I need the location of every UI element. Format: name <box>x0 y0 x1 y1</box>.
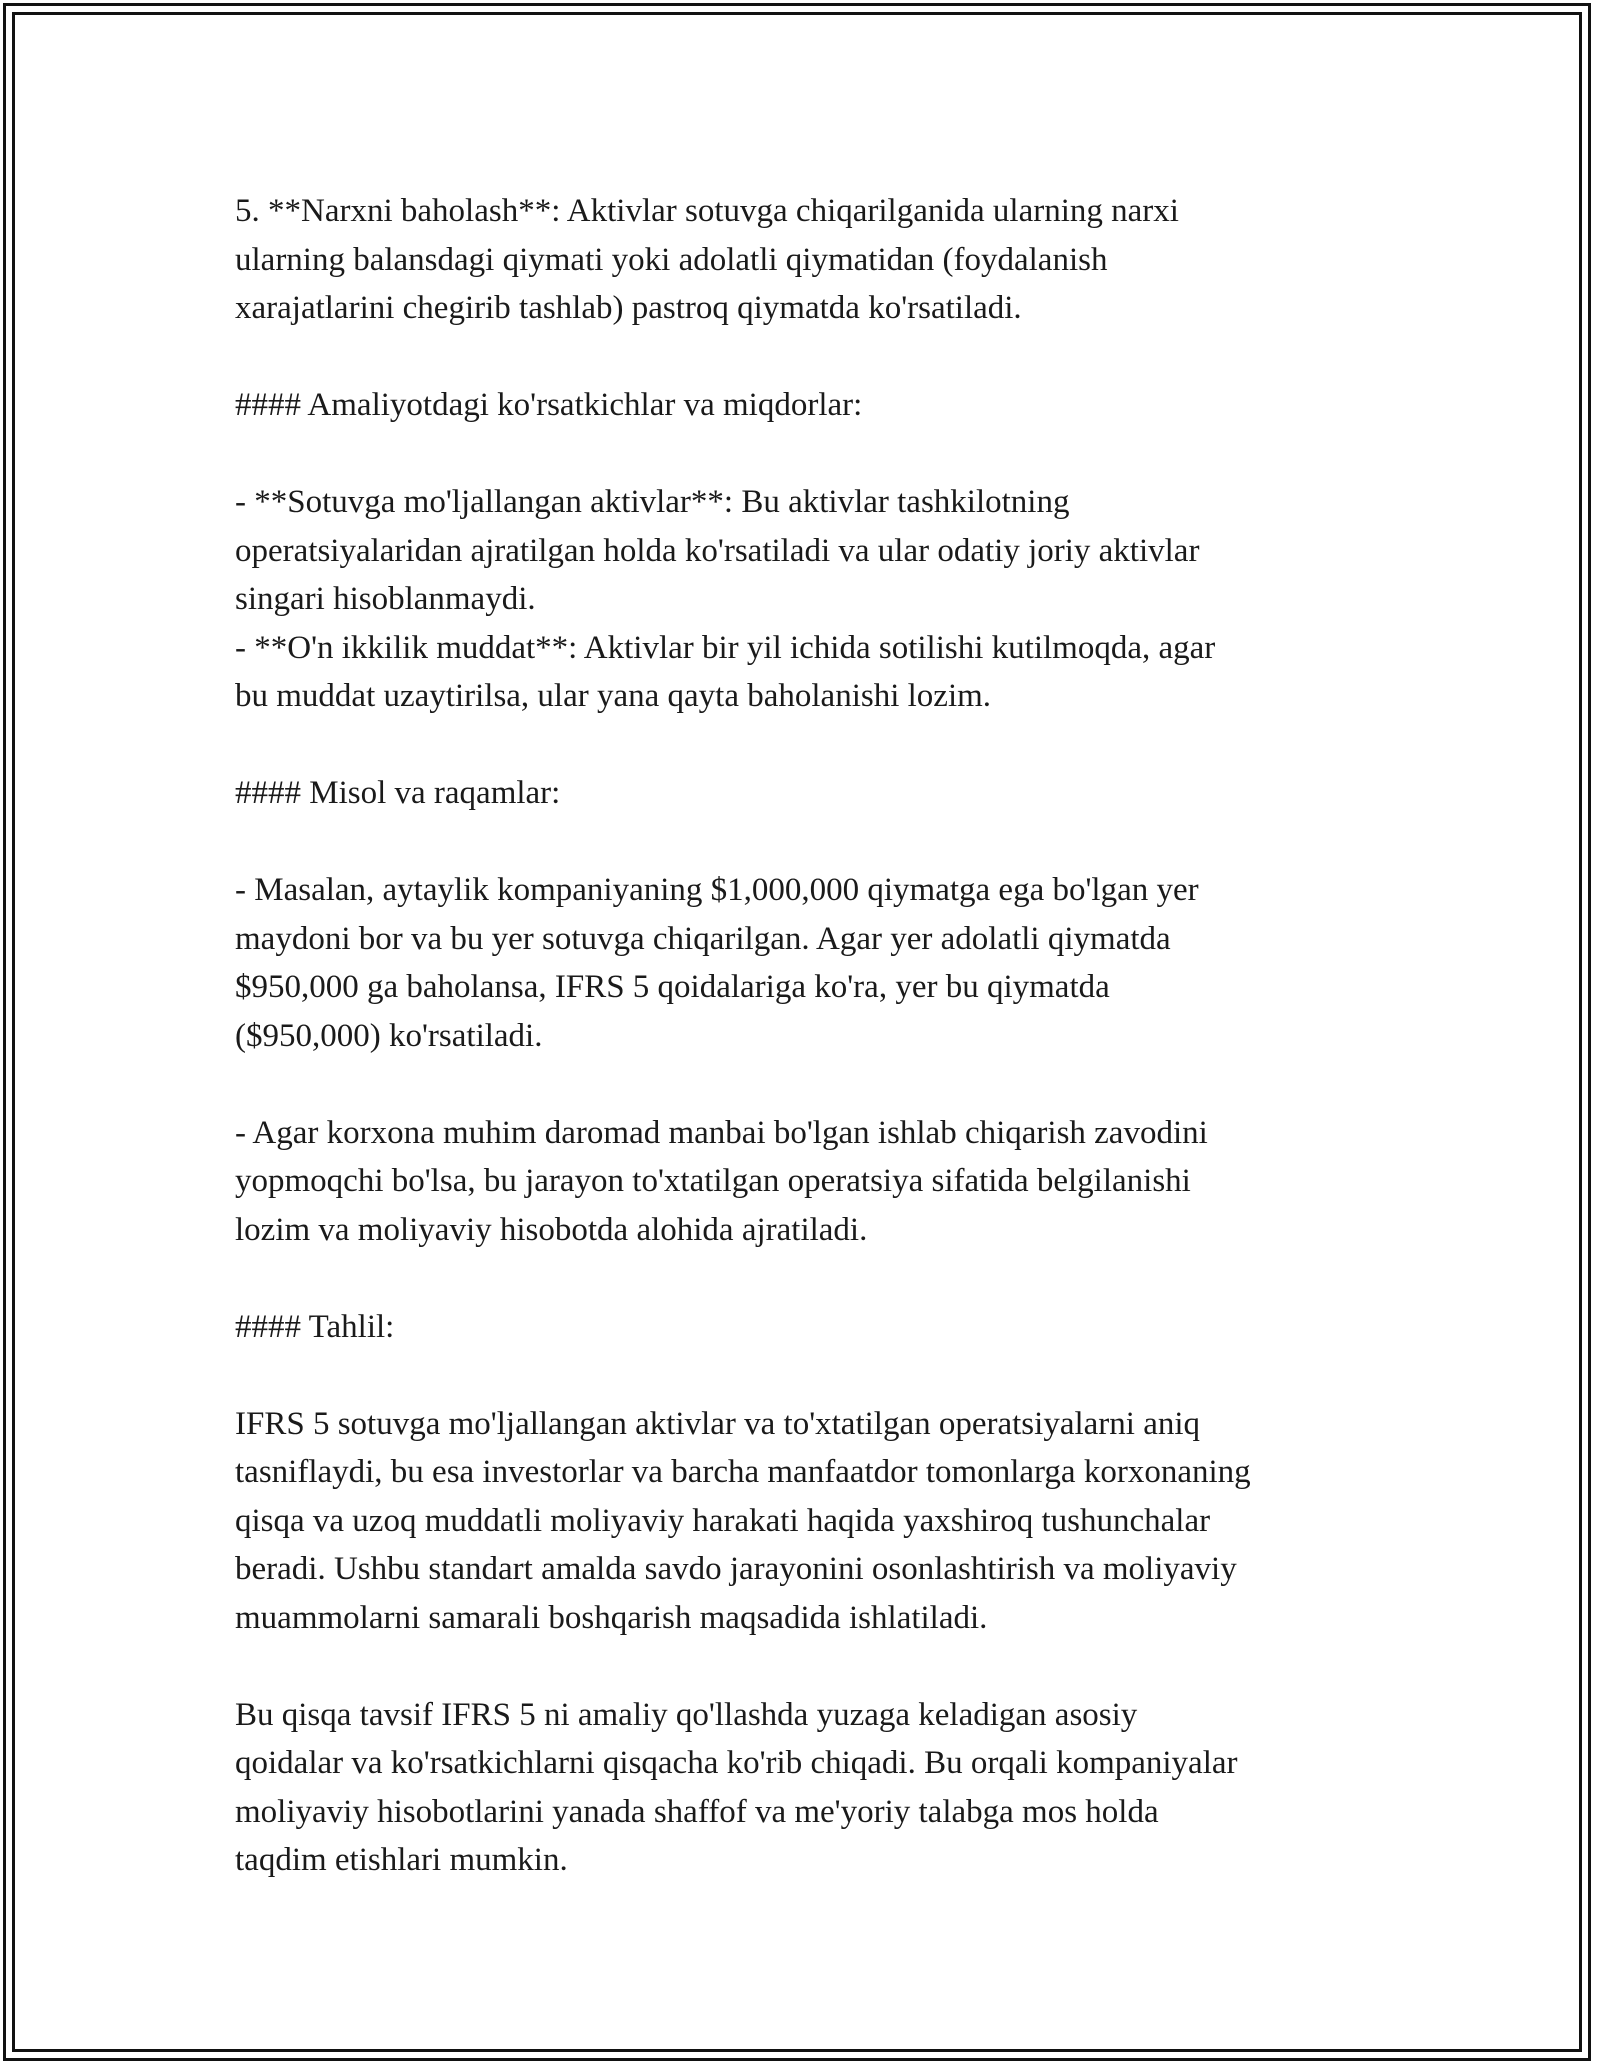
list-item-yer-maydoni: - Masalan, aytaylik kompaniyaning $1,000,000 qiymatga ega bo'lgan yer maydoni bor va bu yer sotuvga chiqarilgan. Agar yer adolatli qiymatda $950,000 ga baholansa, IFRS 5 qoidalariga ko'ra, yer bu qiymatda ($950,000) ko'rsatiladi. <box>235 872 1199 1054</box>
list-korsatkichlar: - **Sotuvga mo'ljallangan aktivlar**: Bu aktivlar tashkilotning operatsiyalaridan ajratilgan holda ko'rsatiladi va ular odatiy joriy aktivlar singari hisoblanmaydi. - **O'n ikkilik muddat**: Aktivlar bir yil ichida sotilishi kutilmoqda, agar bu muddat uzaytirilsa, ular yana qayta baholanishi lozim. <box>235 484 1216 714</box>
paragraph-spacer <box>235 430 1385 479</box>
paragraph-narxni-baholash: 5. **Narxni baholash**: Aktivlar sotuvga chiqarilganida ularning narxi ularning balansdagi qiymati yoki adolatli qiymatidan (foydalanish xarajatlarini chegirib tashlab) pastroq qiymatda ko'rsatiladi. <box>235 193 1179 326</box>
paragraph-tahlil: IFRS 5 sotuvga mo'ljallangan aktivlar va to'xtatilgan operatsiyalarni aniq tasniflaydi, bu esa investorlar va barcha manfaatdor tomonlarga korxonaning qisqa va uzoq muddatli moliyaviy harakati haqida yaxshiroq tushunchalar beradi. Ushbu standart amalda savdo jarayonini osonlashtirish va moliyaviy muammolarni samarali boshqarish maqsadida ishlatiladi. <box>235 1405 1251 1636</box>
document-body <box>235 187 1385 1885</box>
paragraph-spacer <box>235 1060 1385 1109</box>
paragraph-spacer <box>235 1351 1385 1400</box>
paragraph-xulosa: Bu qisqa tavsif IFRS 5 ni amaliy qo'llashda yuzaga keladigan asosiy qoidalar va ko'rsatkichlarni qisqacha ko'rib chiqadi. Bu orqali kompaniyalar moliyaviy hisobotlarini yanada shaffof va me'yoriy talabga mos holda taqdim etishlari mumkin. <box>235 1696 1238 1878</box>
paragraph-spacer <box>235 1642 1385 1691</box>
heading-tahlil: #### Tahlil: <box>235 1308 395 1345</box>
paragraph-spacer <box>235 818 1385 867</box>
paragraph-spacer <box>235 333 1385 382</box>
list-item-zavod: - Agar korxona muhim daromad manbai bo'lgan ishlab chiqarish zavodini yopmoqchi bo'lsa, bu jarayon to'xtatilgan operatsiya sifatida belgilanishi lozim va moliyaviy hisobotda alohida ajratiladi. <box>235 1114 1208 1248</box>
paragraph-spacer <box>235 1254 1385 1303</box>
heading-misol-va-raqamlar: #### Misol va raqamlar: <box>235 775 561 811</box>
paragraph-spacer <box>235 721 1385 770</box>
heading-amaliyotdagi-korsatkichlar: #### Amaliyotdagi ko'rsatkichlar va miqdorlar: <box>235 387 863 423</box>
